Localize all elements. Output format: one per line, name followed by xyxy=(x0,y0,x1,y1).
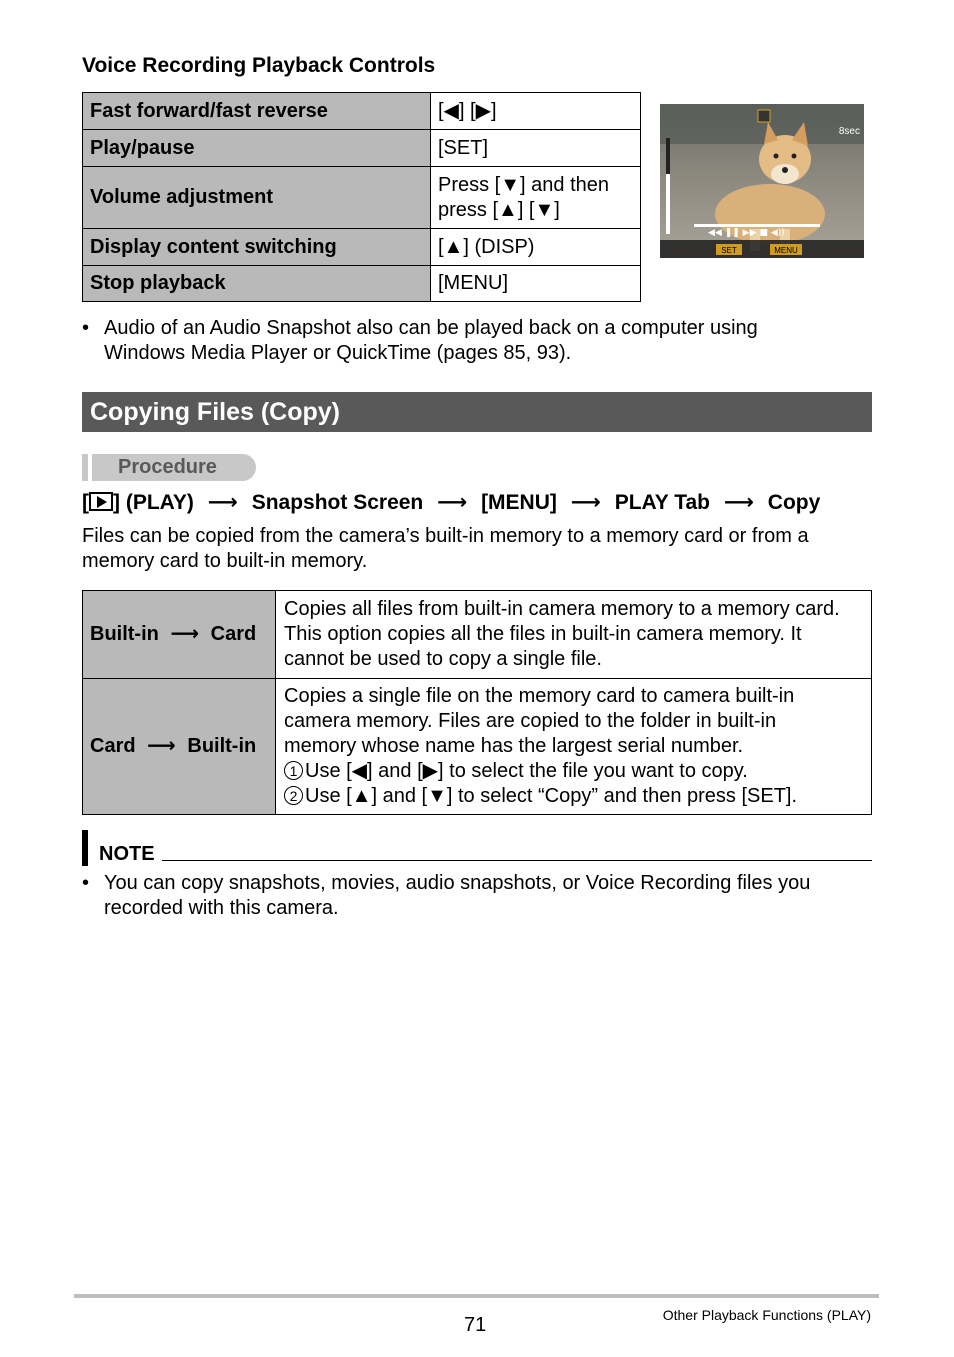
path-step-copy: Copy xyxy=(767,491,821,514)
step-number-icon: 2 xyxy=(284,786,303,805)
path-step-play: ] (PLAY) xyxy=(113,491,194,514)
footer-chapter-title: Other Playback Functions (PLAY) xyxy=(662,1307,871,1323)
description-line: This option copies all the files in built-in camera memory. It xyxy=(284,623,802,645)
copy-option-name xyxy=(83,591,276,679)
step-line xyxy=(284,784,864,809)
arrow-icon: ⟶ xyxy=(723,491,754,514)
page-number: 71 xyxy=(464,1314,487,1336)
table-row xyxy=(83,591,872,679)
section-title-bar: Copying Files (Copy) xyxy=(82,392,872,432)
description-line: camera memory. Files are copied to the folder in built-in xyxy=(284,710,777,732)
control-name: Fast forward/fast reverse xyxy=(83,93,431,130)
copy-option-description xyxy=(276,591,872,679)
control-name: Display content switching xyxy=(83,229,431,266)
control-name: Volume adjustment xyxy=(83,167,431,229)
play-icon xyxy=(89,492,113,511)
paragraph-line: memory card to built-in memory. xyxy=(82,550,368,572)
dog-eye xyxy=(792,154,797,159)
description-line: Copies all files from built-in camera memory to a memory card. xyxy=(284,598,840,620)
procedure-label: Procedure xyxy=(92,454,256,481)
dog-eye xyxy=(774,154,779,159)
list-item xyxy=(82,316,872,366)
control-keys: [▲] (DISP) xyxy=(431,229,641,266)
list-item xyxy=(82,871,872,921)
path-step-snapshot: Snapshot Screen xyxy=(251,491,424,514)
bullet-point: • xyxy=(82,872,90,894)
control-keys: [MENU] xyxy=(431,266,641,302)
description-line: cannot be used to copy a single file. xyxy=(284,648,602,670)
copy-option-name xyxy=(83,679,276,815)
bullet-line: You can copy snapshots, movies, audio snapshots, or Voice Recording files you xyxy=(104,872,811,894)
volume-bar-level xyxy=(666,174,670,234)
arrow-icon: ⟶ xyxy=(437,491,468,514)
playback-controls-table xyxy=(82,92,641,302)
playback-control-icons: ◀◀ ❚❚ ▶▶ ■ ◀)) xyxy=(708,228,785,238)
control-keys-line: press [▲] [▼] xyxy=(438,198,560,221)
bullet-line: Audio of an Audio Snapshot also can be played back on a computer using xyxy=(104,317,758,339)
copy-option-description xyxy=(276,679,872,815)
dog-photo-illustration xyxy=(660,104,864,258)
copy-options-table xyxy=(82,590,872,815)
table-row xyxy=(83,229,641,266)
bullet-text xyxy=(104,871,872,921)
control-name: Play/pause xyxy=(83,130,431,167)
procedure-tag xyxy=(82,454,256,481)
arrow-icon: ⟶ xyxy=(570,491,601,514)
dog-nose xyxy=(782,167,788,173)
progress-bar xyxy=(694,224,820,227)
control-keys: [◀] [▶] xyxy=(431,93,641,130)
table-row xyxy=(83,93,641,130)
procedure-tag-stub xyxy=(82,454,88,481)
voice-icon xyxy=(758,110,770,122)
option-target: Card xyxy=(210,623,257,645)
table-row xyxy=(83,130,641,167)
menu-path xyxy=(82,490,820,515)
control-name: Stop playback xyxy=(83,266,431,302)
control-keys: [SET] xyxy=(431,130,641,167)
arrow-icon: ⟶ xyxy=(170,623,200,645)
path-bracket: [ xyxy=(82,491,89,514)
option-source: Card xyxy=(90,735,136,757)
section-heading-voice-playback: Voice Recording Playback Controls xyxy=(82,54,436,77)
paragraph-line: Files can be copied from the camera’s built-in memory to a memory card or from a xyxy=(82,525,809,547)
bullet-line: Windows Media Player or QuickTime (pages 85, 93). xyxy=(104,342,572,364)
note-label: NOTE xyxy=(99,843,155,865)
step-text: Use [▲] and [▼] to select “Copy” and then press [SET]. xyxy=(305,785,798,807)
step-text: Use [◀] and [▶] to select the file you want to copy. xyxy=(305,760,748,782)
path-step-tab: PLAY Tab xyxy=(614,491,710,514)
footer-divider xyxy=(74,1294,879,1298)
step-line xyxy=(284,759,864,784)
bullet-text xyxy=(104,316,872,366)
table-row xyxy=(83,679,872,815)
bullet-line: recorded with this camera. xyxy=(104,897,339,919)
note-divider xyxy=(162,860,872,861)
path-step-menu: [MENU] xyxy=(481,491,557,514)
intro-paragraph xyxy=(82,524,872,574)
arrow-icon: ⟶ xyxy=(147,735,176,757)
playback-screen-photo xyxy=(660,104,864,258)
option-target: Built-in xyxy=(187,735,257,757)
table-row xyxy=(83,167,641,229)
control-keys-line: Press [▼] and then xyxy=(438,173,609,196)
step-number-icon: 1 xyxy=(284,761,303,780)
description-line: memory whose name has the largest serial number. xyxy=(284,735,744,757)
arrow-icon: ⟶ xyxy=(207,491,238,514)
option-source: Built-in xyxy=(90,623,159,645)
note-marker xyxy=(82,830,88,866)
menu-label: MENU xyxy=(774,246,798,255)
control-bar xyxy=(660,240,864,258)
bullet-point: • xyxy=(82,317,90,339)
set-label: SET xyxy=(721,246,737,255)
elapsed-time: 8sec xyxy=(838,126,860,137)
control-keys xyxy=(431,167,641,229)
description-line: Copies a single file on the memory card to camera built-in xyxy=(284,685,795,707)
table-row xyxy=(83,266,641,302)
